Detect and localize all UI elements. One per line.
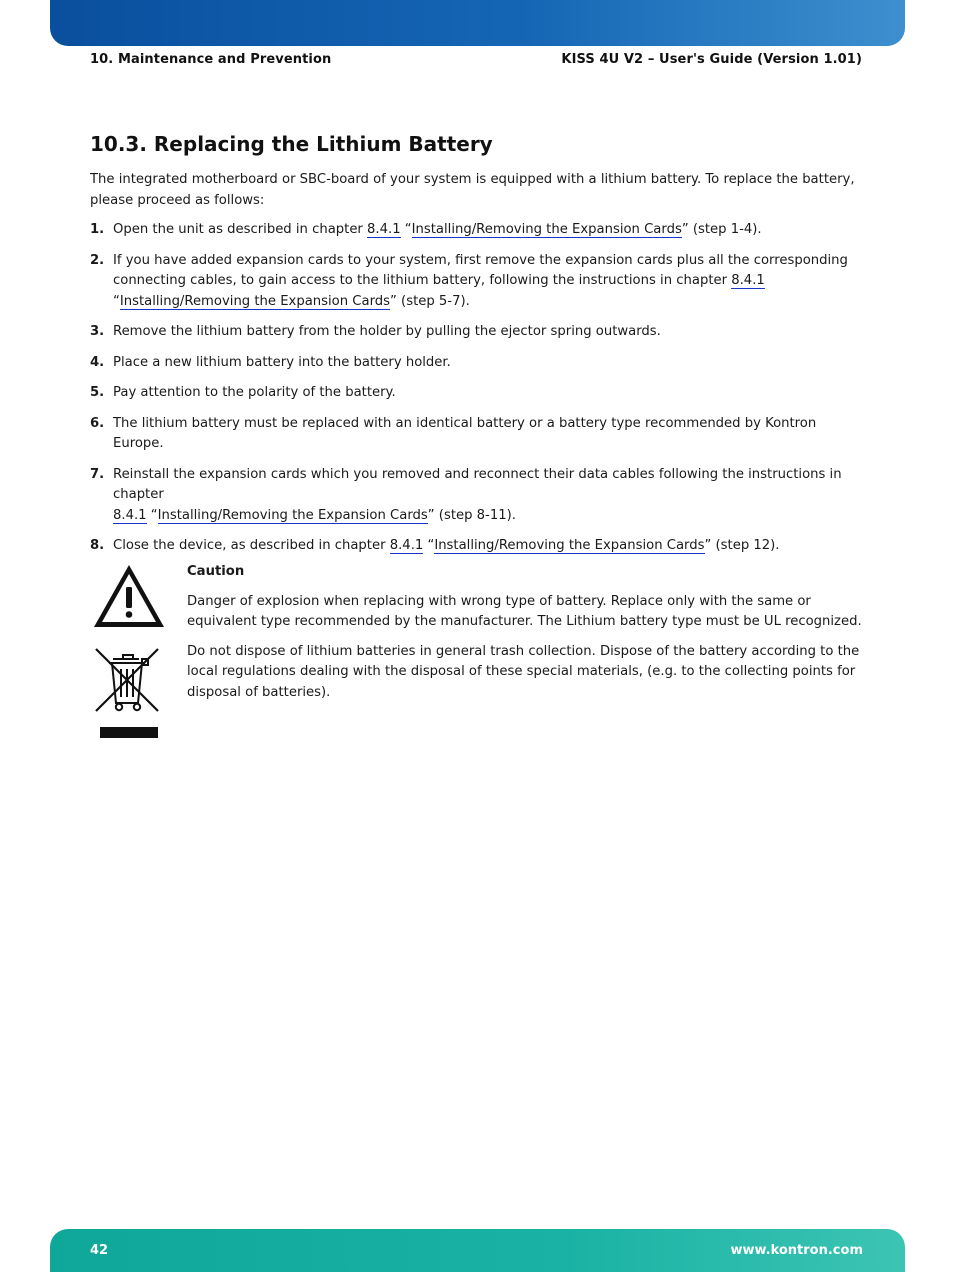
chapter-link[interactable]: 8.4.1 (367, 222, 401, 237)
step-number: 5. (90, 385, 105, 400)
steps-list (90, 220, 865, 557)
footer-url: www.kontron.com (730, 1243, 863, 1258)
step-number: 3. (90, 324, 105, 339)
step-item (90, 353, 865, 374)
section-link[interactable]: Installing/Removing the Expansion Cards (411, 222, 682, 237)
chapter-link[interactable]: 8.4.1 (731, 273, 765, 288)
section-link[interactable]: Installing/Removing the Expansion Cards (157, 507, 428, 523)
step-text: Pay attention to the polarity of the battery. (113, 385, 396, 400)
step-text: “ (423, 538, 435, 553)
step-item (90, 251, 865, 313)
step-text: If you have added expansion cards to your system, first remove the expansion cards plus all the corresponding connecting cables, to gain access to the lithium battery, following the instructions in chapter (113, 252, 848, 288)
main-content (90, 170, 865, 567)
caution-block (187, 562, 867, 712)
step-text: Open the unit as described in chapter (113, 222, 368, 237)
step-item (90, 536, 865, 557)
step-text: ” (step 8-11). (427, 507, 516, 523)
step-text: Remove the lithium battery from the holder by pulling the ejector spring outwards. (113, 324, 661, 339)
step-item (90, 322, 865, 343)
step-text: “ (146, 507, 158, 523)
step-text: ” (step 12). (704, 538, 780, 553)
caution-title: Caution (187, 564, 245, 579)
page-number: 42 (90, 1243, 109, 1258)
step-text: ” (step 1-4). (681, 222, 762, 237)
step-item (90, 220, 865, 241)
step-item (90, 414, 865, 455)
step-text: The lithium battery must be replaced with an identical battery or a battery type recommended by Kontron Europe. (113, 415, 817, 451)
step-item (90, 465, 865, 527)
step-number: 7. (90, 466, 105, 482)
step-number: 6. (90, 415, 105, 431)
step-text: ” (step 5-7). (390, 293, 470, 309)
step-number: 4. (90, 354, 105, 370)
step-text: “ (400, 222, 412, 237)
chapter-link[interactable]: 8.4.1 (113, 507, 147, 523)
step-number: 2. (90, 252, 105, 268)
step-number: 1. (90, 222, 105, 237)
warning-triangle-icon (92, 563, 166, 633)
step-text: “ (113, 293, 120, 309)
step-text: Reinstall the expansion cards which you removed and reconnect their data cables following the instructions in chapter (113, 466, 842, 502)
footer-banner (50, 1229, 905, 1272)
section-link[interactable]: Installing/Removing the Expansion Cards (119, 293, 391, 309)
caution-disposal-text: Do not dispose of lithium batteries in general trash collection. Dispose of the battery according to the local regulations dealing with the disposal of these special materials, (e.g. to the collecting points for disposal of batteries). (187, 643, 860, 700)
section-link[interactable]: Installing/Removing the Expansion Cards (434, 538, 705, 553)
chapter-link[interactable]: 8.4.1 (389, 538, 424, 553)
crossed-out-bin-icon (94, 645, 162, 745)
step-number: 8. (90, 538, 105, 553)
header-chapter: 10. Maintenance and Prevention (90, 52, 332, 67)
caution-explosion-text: Danger of explosion when replacing with wrong type of battery. Replace only with the same or equivalent type recommended by the manufacturer. The Lithium battery type must be UL recognized. (187, 593, 862, 629)
step-item (90, 383, 865, 404)
header-banner (50, 0, 905, 46)
header-guide-title: KISS 4U V2 – User's Guide (Version 1.01) (561, 52, 862, 67)
section-title: 10.3. Replacing the Lithium Battery (90, 132, 493, 156)
intro-paragraph: The integrated motherboard or SBC-board of your system is equipped with a lithium battery. To replace the battery, please proceed as follows: (90, 172, 855, 208)
step-text: Place a new lithium battery into the battery holder. (113, 354, 451, 370)
step-text: Close the device, as described in chapter (113, 538, 390, 553)
